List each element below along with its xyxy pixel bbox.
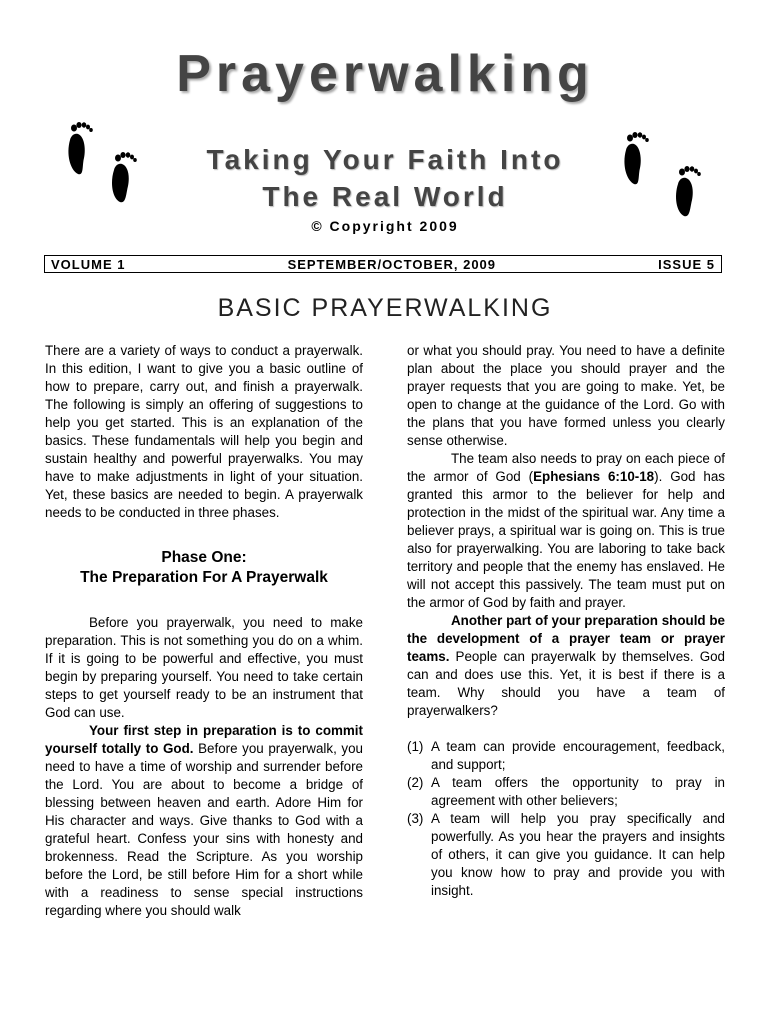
list-item xyxy=(407,810,725,900)
list-item-number: (3) xyxy=(407,811,424,826)
first-step-bold: Your first step in preparation is to commit yourself totally to God. xyxy=(45,723,363,756)
list-item-number: (1) xyxy=(407,739,424,754)
volume-label: VOLUME 1 xyxy=(51,256,126,272)
plan-paragraph: or what you should pray. You need to have a definite plan about the place you should prayer and the prayer requests that you are going to make. Yet, be open to change at the guidance of the Lord. Go with the plans that you have formed unless you clearly sense otherwise. xyxy=(407,343,725,448)
list-item xyxy=(407,774,725,810)
issue-number: ISSUE 5 xyxy=(658,256,715,272)
first-step-text: Before you prayerwalk, you need to have a time of worship and surrender before the Lord. You are about to become a bridge of blessing between heaven and earth. Adore Him for His character and ways. Give thanks to God with a grateful heart. Confess your sins with honesty and brokenness. Read the Scripture. As you worship before the Lord, be still before Him for a short while with a readiness to sense special instructions regarding where you should walk xyxy=(45,741,363,918)
list-item-text: A team offers the opportunity to pray in agreement with other believers; xyxy=(431,775,725,808)
preparation-paragraph: Before you prayerwalk, you need to make preparation. This is not something you do on a whim. If it is going to be powerful and effective, you must begin by preparing yourself. You need to take certain steps to get yourself ready to be an instrument that God can use. xyxy=(45,615,363,720)
armor-text-2: ). God has granted this armor to the believer for help and protection in the midst of the spiritual war. Any time a believer prays, a spiritual war is going on. This is true also for prayerwalking. You are laboring to take back territory and people that the enemy has enslaved. He will not accept this passively. The team must put on the armor of God by faith and prayer. xyxy=(407,469,725,610)
armor-text-1: The team also needs to pray on each piece of the armor of God ( xyxy=(407,451,725,484)
issue-bar xyxy=(44,255,722,273)
phase-heading xyxy=(45,548,363,588)
phase-heading-line-1: Phase One: xyxy=(161,549,247,566)
list-item xyxy=(407,738,725,774)
armor-paragraph xyxy=(407,450,725,612)
article-heading: BASIC PRAYERWALKING xyxy=(217,294,553,322)
list-item-number: (2) xyxy=(407,775,424,790)
newsletter-title: Prayerwalking xyxy=(176,45,594,103)
team-bold: Another part of your preparation should be the development of a prayer team or prayer teams. xyxy=(407,613,725,664)
team-paragraph xyxy=(407,612,725,720)
phase-heading-line-2: The Preparation For A Prayerwalk xyxy=(80,569,328,586)
subtitle-line-2: The Real World xyxy=(262,181,508,212)
first-step-paragraph xyxy=(45,722,363,920)
team-text: People can prayerwalk by themselves. God can and does use this. Yet, it is best if there is a team. Why should you have a team of prayerwalkers? xyxy=(407,649,725,718)
copyright-notice: © Copyright 2009 xyxy=(311,218,459,234)
team-benefits-list xyxy=(407,738,725,900)
subtitle-line-1: Taking Your Faith Into xyxy=(206,144,564,175)
intro-paragraph: There are a variety of ways to conduct a prayerwalk. In this edition, I want to give you a basic outline of how to prepare, carry out, and finish a prayerwalk. The following is simply an offering of suggestions to help you get started. This is an explanation of the basics. These fundamentals will help you begin and sustain healthy and powerful prayerwalks. You may have to make adjustments in light of your situation. Yet, these basics are needed to begin. A prayerwalk needs to be conducted in three phases. xyxy=(45,343,363,520)
right-column xyxy=(407,342,725,900)
left-column xyxy=(45,342,363,920)
issue-date: SEPTEMBER/OCTOBER, 2009 xyxy=(287,256,497,272)
list-item-text: A team will help you pray specifically and powerfully. As you hear the prayers and insights of others, it can give you guidance. It can help you know how to pray and provide you with insight. xyxy=(431,811,725,898)
scripture-reference: Ephesians 6:10-18 xyxy=(533,469,655,484)
list-item-text: A team can provide encouragement, feedback, and support; xyxy=(431,739,725,772)
